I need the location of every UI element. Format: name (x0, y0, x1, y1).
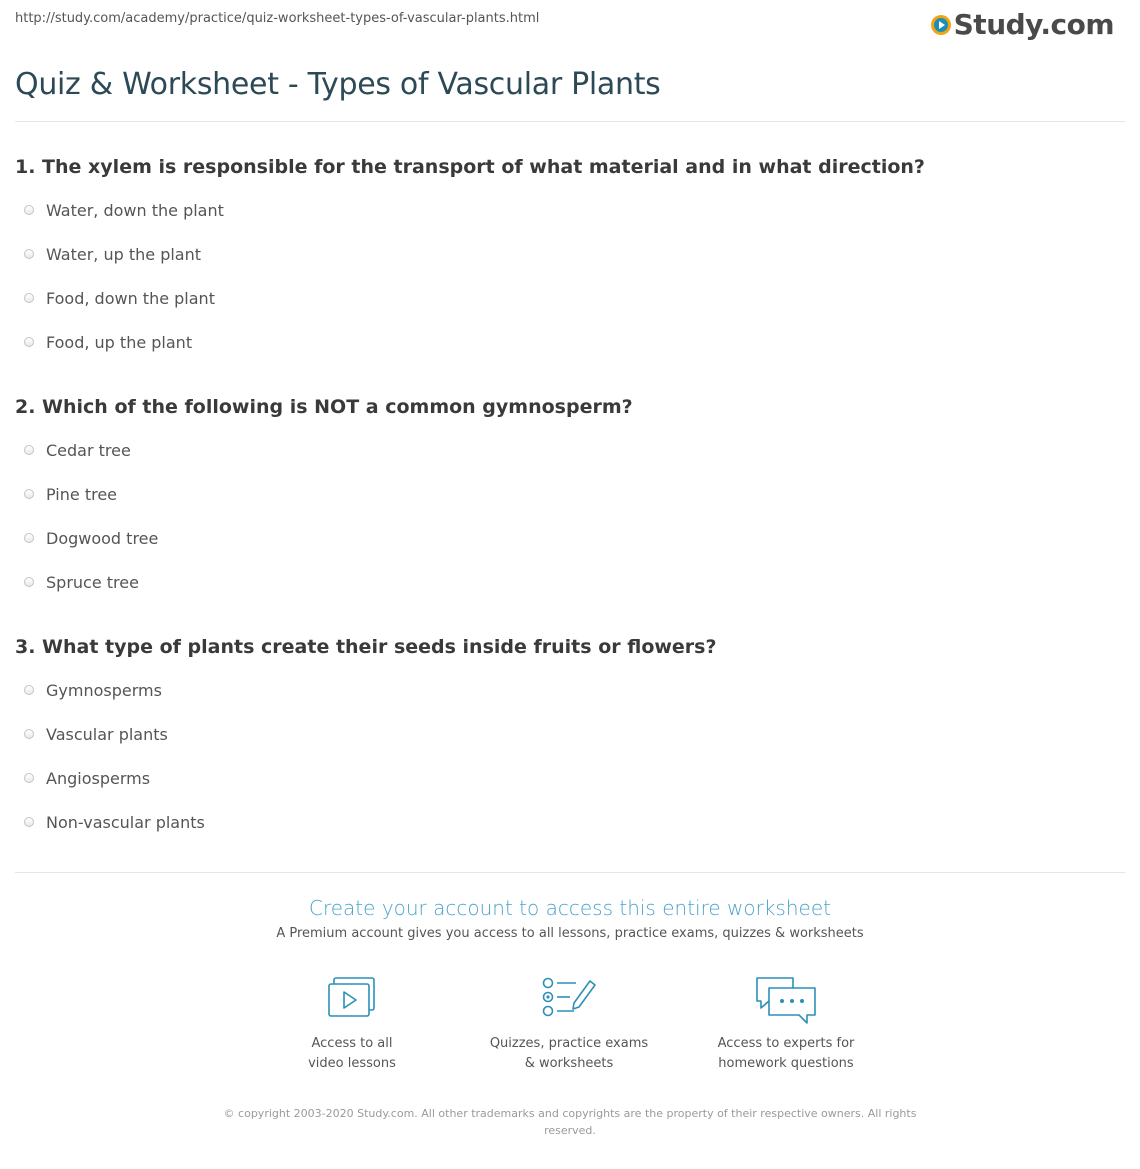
radio-button[interactable] (24, 293, 34, 303)
play-logo-icon (931, 15, 951, 35)
question-text: 1. The xylem is responsible for the transport of what material and in what direction? (15, 156, 925, 178)
question-1 (15, 155, 1125, 352)
radio-button[interactable] (24, 817, 34, 827)
answer-label: Non-vascular plants (46, 812, 205, 832)
feature-label-line: & worksheets (524, 1056, 614, 1071)
question-3 (15, 635, 1125, 832)
question-text: 3. What type of plants create their seeds inside fruits or flowers? (15, 636, 717, 658)
title-divider (15, 121, 1125, 122)
feature-video-lessons (252, 975, 452, 1074)
radio-button[interactable] (24, 445, 34, 455)
create-account-link[interactable]: Create your account to access this entire worksheet (309, 896, 831, 920)
answer-option[interactable] (15, 482, 117, 506)
feature-label-line: homework questions (718, 1056, 854, 1071)
answer-option[interactable] (15, 766, 150, 790)
answer-option[interactable] (15, 438, 131, 462)
copyright-notice (0, 1105, 1140, 1139)
radio-button[interactable] (24, 249, 34, 259)
page-title: Quiz & Worksheet - Types of Vascular Plants (15, 67, 661, 102)
answer-option[interactable] (15, 242, 201, 266)
study-logo[interactable] (931, 8, 1114, 41)
radio-button[interactable] (24, 533, 34, 543)
answer-option[interactable] (15, 570, 139, 594)
question-text: 2. Which of the following is NOT a common gymnosperm? (15, 396, 633, 418)
feature-label-line: Quizzes, practice exams (489, 1036, 649, 1051)
cta-divider (15, 872, 1125, 873)
radio-button[interactable] (24, 489, 34, 499)
copyright-line: © copyright 2003-2020 Study.com. All other trademarks and copyrights are the property of their respective owners. All rights (223, 1107, 917, 1120)
radio-button[interactable] (24, 773, 34, 783)
logo-text: Study.com (953, 8, 1114, 41)
feature-label (686, 1034, 886, 1074)
quiz-checklist-icon (540, 975, 598, 1021)
question-2 (15, 395, 1125, 592)
feature-label-line: Access to all (311, 1036, 393, 1051)
answer-option[interactable] (15, 286, 215, 310)
answer-label: Spruce tree (46, 572, 139, 592)
answer-label: Angiosperms (46, 768, 151, 788)
answer-label: Vascular plants (46, 724, 168, 744)
answer-label: Water, down the plant (46, 200, 224, 220)
answer-label: Food, up the plant (46, 332, 193, 352)
feature-label-line: Access to experts for (717, 1036, 855, 1051)
feature-label-line: video lessons (308, 1056, 396, 1071)
copyright-line: reserved. (544, 1124, 596, 1137)
cta-subtitle: A Premium account gives you access to all lessons, practice exams, quizzes & worksheets (276, 926, 864, 941)
answer-option[interactable] (15, 810, 205, 834)
answer-option[interactable] (15, 722, 168, 746)
answer-label: Water, up the plant (46, 244, 202, 264)
answer-option[interactable] (15, 526, 158, 550)
radio-button[interactable] (24, 729, 34, 739)
answer-label: Pine tree (46, 484, 117, 504)
radio-button[interactable] (24, 577, 34, 587)
answer-option[interactable] (15, 330, 192, 354)
radio-button[interactable] (24, 337, 34, 347)
answer-label: Dogwood tree (46, 528, 159, 548)
answer-option[interactable] (15, 678, 162, 702)
radio-button[interactable] (24, 205, 34, 215)
chat-bubbles-icon (753, 975, 819, 1027)
answer-label: Gymnosperms (46, 680, 162, 700)
answer-label: Cedar tree (46, 440, 131, 460)
answer-label: Food, down the plant (46, 288, 215, 308)
page-url: http://study.com/academy/practice/quiz-worksheet-types-of-vascular-plants.html (15, 11, 540, 26)
radio-button[interactable] (24, 685, 34, 695)
answer-option[interactable] (15, 198, 224, 222)
feature-label (469, 1034, 669, 1074)
feature-quizzes (469, 975, 669, 1074)
feature-experts (686, 975, 886, 1074)
video-lessons-icon (326, 975, 378, 1021)
feature-label (252, 1034, 452, 1074)
